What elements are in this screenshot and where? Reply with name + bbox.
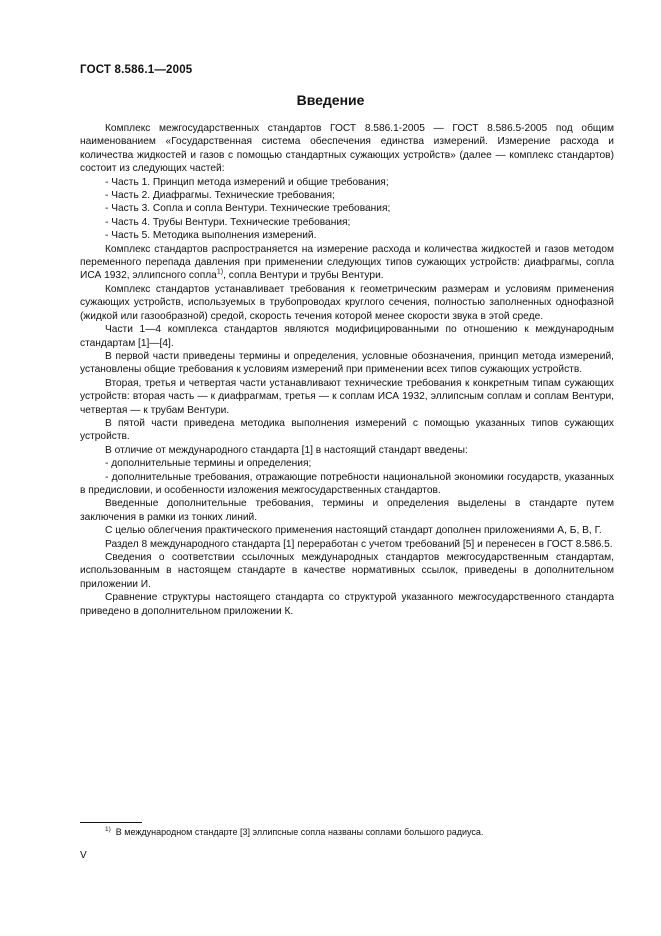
paragraph-3: Комплекс стандартов устанавливает требования к геометрическим размерам и условиям применения сужающих устройств, используемых в трубопроводах круглого сечения, полностью заполненных однофазной (жидкой или газообразной) средой, скорость течения которой менее скорости звука в этой среде. [80, 283, 614, 322]
list-item: - Часть 5. Методика выполнения измерений. [105, 230, 317, 242]
paragraph-5: В первой части приведены термины и определения, условные обозначения, принцип метода измерений, установлены общие требования к условиям измерений при применении всех типов сужающих устройств. [80, 350, 614, 376]
list-item: - Часть 2. Диафрагмы. Технические требования; [105, 190, 335, 202]
paragraph-13: Сравнение структуры настоящего стандарта со структурой указанного межгосударственного стандарта приведено в дополнительном приложении К. [80, 592, 614, 617]
paragraph-4: Части 1—4 комплекса стандартов являются модифицированными по отношению к международным стандартам [1]—[4]. [80, 324, 614, 349]
paragraph-11: Раздел 8 международного стандарта [1] переработан с учетом требований [5] и перенесен в ГОСТ 8.586.5. [105, 538, 613, 550]
footnote [105, 826, 483, 838]
list-item: - Часть 3. Сопла и сопла Вентури. Технические требования; [105, 203, 391, 215]
list-item: - дополнительные требования, отражающие потребности национальной экономики государств, указанных в предисловии, и особенности изложения межгосударственных стандартов. [80, 471, 614, 496]
list-item: - Часть 4. Трубы Вентури. Технические требования; [105, 216, 351, 228]
paragraph-9: Введенные дополнительные требования, термины и определения выделены в стандарте путем заключения в рамки из тонких линий. [80, 498, 614, 523]
list-item: - Часть 1. Принцип метода измерений и общие требования; [105, 176, 389, 188]
paragraph-1: Комплекс межгосударственных стандартов ГОСТ 8.586.1-2005 — ГОСТ 8.586.5-2005 под общим наименованием «Государственная система обеспечения единства измерений. Измерение расхода и количества жидкостей и газов с помощью стандартных сужающих устройств» (далее — комплекс стандартов) состоит из следующих частей: [80, 123, 614, 175]
paragraph-6: Вторая, третья и четвертая части устанавливают технические требования к конкретным типам сужающих устройств: вторая часть — к диафрагмам, третья — к соплам ИСА 1932, эллипсным соплам и соплам Вентури, четвертая — к трубам Вентури. [80, 377, 614, 416]
list-item: - дополнительные термины и определения; [105, 458, 312, 470]
page-number: V [80, 850, 87, 861]
footnote-marker: 1) [105, 826, 111, 833]
paragraph-7: В пятой части приведена методика выполнения измерений с помощью указанных типов сужающих устройств. [80, 417, 614, 443]
footnote-reference[interactable]: 1) [216, 269, 224, 277]
footnote-text: В международном стандарте [3] эллипсные сопла названы соплами большого радиуса. [115, 827, 484, 837]
document-header: ГОСТ 8.586.1—2005 [80, 64, 193, 76]
paragraph-10: С целью облегчения практического применения настоящий стандарт дополнен приложениями А, Б, В, Г. [105, 525, 602, 537]
body-text [80, 122, 614, 618]
footnote-divider [80, 822, 142, 823]
paragraph-8: В отличие от международного стандарта [1] в настоящий стандарт введены: [105, 444, 468, 456]
section-title: Введение [296, 92, 365, 108]
paragraph-2 [80, 243, 614, 283]
paragraph-2-text-b: , сопла Вентури и трубы Вентури. [223, 270, 384, 282]
paragraph-2-text-a: Комплекс стандартов распространяется на измерение расхода и количества жидкостей и газов методом переменного перепада давления при применении следующих типов сужающих устройств: диафрагмы, сопла ИСА 1932, эллипсного сопла [80, 243, 614, 282]
paragraph-12: Сведения о соответствии ссылочных международных стандартов межгосударственным стандартам, использованным в настоящем стандарте в качестве нормативных ссылок, приведены в дополнительном приложении И. [80, 552, 614, 590]
